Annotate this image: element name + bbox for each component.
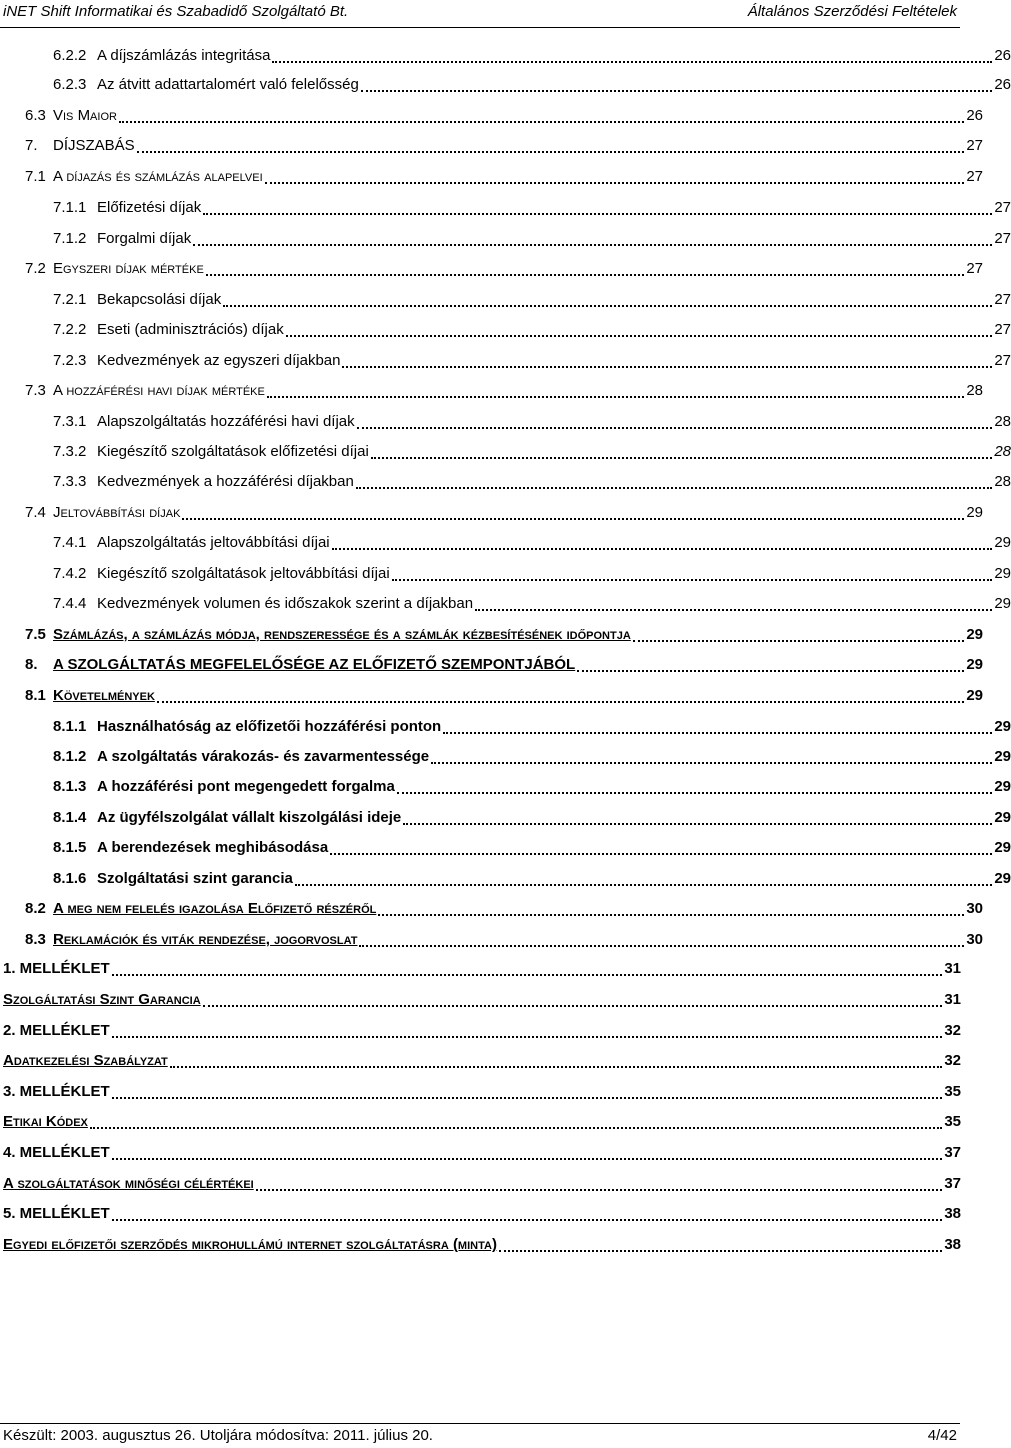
toc-entry-title: DÍJSZABÁS — [53, 137, 135, 154]
toc-entry-title: Kiegészítő szolgáltatások jeltovábbítási díjai — [97, 565, 390, 582]
toc-dot-leader — [286, 321, 993, 337]
toc-entry-title: Forgalmi díjak — [97, 230, 192, 247]
toc-dot-leader — [112, 1022, 943, 1038]
toc-entry[interactable] — [0, 289, 1011, 311]
toc-entry-page: 27 — [994, 199, 1011, 216]
toc-dot-leader — [272, 47, 992, 63]
toc-entry-page: 29 — [994, 778, 1011, 795]
toc-entry-title: Alapszolgáltatás hozzáférési havi díjak — [97, 413, 355, 430]
toc-entry-page: 29 — [966, 626, 983, 643]
toc-entry-number: 8. — [25, 656, 38, 673]
toc-entry[interactable] — [0, 411, 1011, 433]
toc-entry[interactable] — [0, 1081, 961, 1103]
toc-entry[interactable] — [0, 532, 1011, 554]
toc-entry-title: Kedvezmények a hozzáférési díjakban — [97, 473, 354, 490]
toc-entry[interactable] — [0, 45, 1011, 67]
toc-entry-title: Adatkezelési Szabályzat — [3, 1052, 168, 1069]
toc-entry[interactable] — [0, 350, 1011, 372]
toc-entry-number: 8.1.5 — [53, 839, 87, 856]
toc-entry-page: 31 — [944, 991, 961, 1008]
toc-entry-page: 27 — [994, 291, 1011, 308]
toc-entry-title: A szolgáltatások minőségi célértékei — [3, 1175, 254, 1192]
toc-dot-leader — [112, 1083, 943, 1099]
toc-entry-number: 7.1 — [25, 168, 46, 185]
toc-entry-title: Használhatóság az előfizetői hozzáférési ponton — [97, 718, 442, 735]
footer-dates: Készült: 2003. augusztus 26. Utoljára módosítva: 2011. július 20. — [3, 1427, 433, 1444]
toc-entry-title: Az átvitt adattartalomért való felelősség — [97, 76, 359, 93]
toc-entry-number: 7.4 — [25, 504, 46, 521]
toc-entry-title: Vis Maior — [53, 107, 117, 124]
toc-dot-leader — [157, 687, 964, 703]
header-document-title: Általános Szerződési Feltételek — [747, 3, 957, 20]
toc-dot-leader — [223, 291, 992, 307]
toc-dot-leader — [193, 230, 992, 246]
toc-dot-leader — [112, 1205, 943, 1221]
toc-entry-page: 27 — [966, 137, 983, 154]
toc-entry[interactable] — [0, 898, 983, 920]
toc-entry[interactable] — [0, 868, 1011, 890]
toc-entry-title: Számlázás, a számlázás módja, rendszeressége és a számlák kézbesítésének időpontja — [53, 626, 631, 643]
toc-entry-page: 27 — [994, 352, 1011, 369]
toc-entry-title: Reklamációk és viták rendezése, jogorvoslat — [53, 931, 358, 948]
toc-entry-page: 26 — [966, 107, 983, 124]
toc-entry-number: 7.5 — [25, 626, 46, 643]
toc-entry-number: 7.3.3 — [53, 473, 87, 490]
toc-dot-leader — [203, 199, 992, 215]
toc-dot-leader — [633, 626, 965, 642]
toc-entry-page: 28 — [994, 413, 1011, 430]
toc-entry[interactable] — [0, 380, 983, 402]
toc-dot-leader — [431, 748, 992, 764]
toc-entry-number: 7.4.2 — [53, 565, 87, 582]
toc-entry[interactable] — [0, 776, 1011, 798]
toc-dot-leader — [397, 778, 992, 794]
toc-dot-leader — [90, 1113, 942, 1129]
toc-entry[interactable] — [0, 1020, 961, 1042]
toc-dot-leader — [332, 534, 993, 550]
toc-entry-number: 7.1.2 — [53, 230, 87, 247]
toc-entry[interactable] — [0, 105, 983, 127]
toc-entry-title: 4. MELLÉKLET — [3, 1144, 110, 1161]
toc-entry-title: Eseti (adminisztrációs) díjak — [97, 321, 284, 338]
toc-dot-leader — [265, 168, 965, 184]
toc-entry-page: 29 — [994, 718, 1011, 735]
toc-entry-number: 8.1.2 — [53, 748, 87, 765]
toc-entry-number: 8.1 — [25, 687, 46, 704]
toc-entry-number: 8.1.4 — [53, 809, 87, 826]
toc-dot-leader — [256, 1175, 943, 1191]
toc-entry[interactable] — [0, 716, 1011, 738]
toc-entry-title: A meg nem felelés igazolása Előfizető részéről — [53, 900, 377, 917]
toc-entry-page: 27 — [966, 260, 983, 277]
toc-dot-leader — [361, 76, 993, 92]
toc-entry[interactable] — [0, 593, 1011, 615]
toc-entry-page: 35 — [944, 1083, 961, 1100]
toc-entry-page: 29 — [994, 809, 1011, 826]
toc-entry[interactable] — [0, 563, 1011, 585]
toc-dot-leader — [403, 809, 992, 825]
toc-entry[interactable] — [0, 135, 983, 157]
toc-dot-leader — [170, 1052, 943, 1068]
toc-entry-title: 2. MELLÉKLET — [3, 1022, 110, 1039]
toc-entry-page: 30 — [966, 900, 983, 917]
toc-dot-leader — [119, 107, 964, 123]
toc-entry-page: 29 — [994, 534, 1011, 551]
toc-entry-page: 38 — [944, 1205, 961, 1222]
toc-entry[interactable] — [0, 197, 1011, 219]
toc-entry-title: Egyedi előfizetői szerződés mikrohullámú internet szolgáltatásra (minta) — [3, 1236, 497, 1253]
toc-entry-number: 7. — [25, 137, 38, 154]
toc-dot-leader — [206, 260, 965, 276]
toc-entry[interactable] — [0, 166, 983, 188]
toc-dot-leader — [112, 1144, 943, 1160]
toc-entry[interactable] — [0, 837, 1011, 859]
toc-entry-page: 31 — [944, 960, 961, 977]
toc-entry-page: 32 — [944, 1052, 961, 1069]
toc-entry-page: 27 — [966, 168, 983, 185]
toc-entry-page: 29 — [994, 870, 1011, 887]
toc-entry-page: 28 — [994, 473, 1011, 490]
toc-entry-title: Kedvezmények az egyszeri díjakban — [97, 352, 341, 369]
toc-entry-page: 38 — [944, 1236, 961, 1253]
toc-entry-title: Kiegészítő szolgáltatások előfizetési díjai — [97, 443, 369, 460]
toc-dot-leader — [356, 473, 992, 489]
toc-entry-number: 8.2 — [25, 900, 46, 917]
toc-entry[interactable] — [0, 1173, 961, 1195]
toc-entry-page: 37 — [944, 1175, 961, 1192]
toc-entry-page: 29 — [994, 748, 1011, 765]
toc-entry-title: Szolgáltatási Szint Garancia — [3, 991, 201, 1008]
toc-entry-number: 7.4.4 — [53, 595, 87, 612]
toc-entry-title: 5. MELLÉKLET — [3, 1205, 110, 1222]
toc-entry[interactable] — [0, 502, 983, 524]
toc-entry-page: 29 — [966, 504, 983, 521]
toc-entry-page: 28 — [994, 443, 1011, 460]
toc-dot-leader — [182, 504, 964, 520]
toc-dot-leader — [378, 900, 964, 916]
toc-entry-title: Szolgáltatási szint garancia — [97, 870, 293, 887]
toc-entry-number: 7.2.1 — [53, 291, 87, 308]
toc-entry-page: 29 — [966, 687, 983, 704]
toc-entry-number: 8.3 — [25, 931, 46, 948]
toc-entry-page: 27 — [994, 230, 1011, 247]
toc-entry-title: A SZOLGÁLTATÁS MEGFELELŐSÉGE AZ ELŐFIZETŐ SZEMPONTJÁBÓL — [53, 656, 576, 673]
toc-entry-page: 26 — [994, 76, 1011, 93]
toc-dot-leader — [295, 870, 992, 886]
toc-entry-number: 6.3 — [25, 107, 46, 124]
toc-entry-page: 26 — [994, 47, 1011, 64]
toc-entry-title: Jeltovábbítási díjak — [53, 504, 181, 521]
toc-entry[interactable] — [0, 1111, 961, 1133]
toc-dot-leader — [371, 443, 992, 459]
toc-entry-page: 29 — [994, 595, 1011, 612]
toc-entry[interactable] — [0, 1203, 961, 1225]
toc-entry-page: 27 — [994, 321, 1011, 338]
toc-dot-leader — [577, 656, 964, 672]
toc-entry-number: 7.2 — [25, 260, 46, 277]
toc-entry-page: 29 — [994, 839, 1011, 856]
toc-entry[interactable] — [0, 1142, 961, 1164]
page-footer — [0, 1426, 960, 1448]
toc-entry-title: Az ügyfélszolgálat vállalt kiszolgálási ideje — [97, 809, 402, 826]
toc-entry[interactable] — [0, 624, 983, 646]
toc-dot-leader — [342, 352, 992, 368]
toc-dot-leader — [357, 413, 993, 429]
toc-entry-title: A hozzáférési pont megengedett forgalma — [97, 778, 395, 795]
header-divider — [0, 27, 960, 28]
toc-entry-page: 35 — [944, 1113, 961, 1130]
toc-entry-number: 7.1.1 — [53, 199, 87, 216]
toc-entry-page: 29 — [994, 565, 1011, 582]
toc-entry-number: 8.1.3 — [53, 778, 87, 795]
toc-entry-title: 1. MELLÉKLET — [3, 960, 110, 977]
toc-entry[interactable] — [0, 1234, 961, 1256]
toc-entry-title: Előfizetési díjak — [97, 199, 202, 216]
footer-page-number: 4/42 — [927, 1427, 957, 1444]
toc-entry-number: 7.2.2 — [53, 321, 87, 338]
toc-entry[interactable] — [0, 471, 1011, 493]
toc-entry-number: 6.2.3 — [53, 76, 87, 93]
toc-entry-page: 30 — [966, 931, 983, 948]
header-company-name: iNET Shift Informatikai és Szabadidő Szolgáltató Bt. — [3, 3, 349, 20]
toc-dot-leader — [475, 595, 992, 611]
footer-divider — [0, 1423, 960, 1424]
toc-entry-title: A szolgáltatás várakozás- és zavarmentessége — [97, 748, 430, 765]
toc-entry-number: 8.1.1 — [53, 718, 87, 735]
page-header — [0, 0, 960, 30]
toc-entry[interactable] — [0, 654, 983, 676]
toc-entry[interactable] — [0, 989, 961, 1011]
toc-entry-page: 29 — [966, 656, 983, 673]
toc-entry[interactable] — [0, 1050, 961, 1072]
toc-dot-leader — [443, 718, 992, 734]
toc-entry-title: Bekapcsolási díjak — [97, 291, 222, 308]
toc-entry[interactable] — [0, 685, 983, 707]
toc-entry-title: Egyszeri díjak mértéke — [53, 260, 204, 277]
toc-dot-leader — [392, 565, 993, 581]
toc-entry-number: 8.1.6 — [53, 870, 87, 887]
toc-entry-title: 3. MELLÉKLET — [3, 1083, 110, 1100]
toc-entry-title: Etikai Kódex — [3, 1113, 88, 1130]
toc-entry[interactable] — [0, 746, 1011, 768]
toc-entry[interactable] — [0, 258, 983, 280]
toc-entry-title: Kedvezmények volumen és időszakok szerint a díjakban — [97, 595, 474, 612]
toc-entry-title: Követelmények — [53, 687, 155, 704]
toc-entry[interactable] — [0, 228, 1011, 250]
toc-entry-title: A díjazás és számlázás alapelvei — [53, 168, 263, 185]
toc-entry[interactable] — [0, 929, 983, 951]
toc-dot-leader — [499, 1236, 942, 1252]
toc-dot-leader — [112, 960, 943, 976]
toc-entry[interactable] — [0, 74, 1011, 96]
toc-dot-leader — [359, 931, 964, 947]
toc-entry[interactable] — [0, 807, 1011, 829]
toc-entry-number: 7.4.1 — [53, 534, 87, 551]
toc-entry-page: 37 — [944, 1144, 961, 1161]
toc-entry-title: A berendezések meghibásodása — [97, 839, 329, 856]
toc-entry-number: 7.3.1 — [53, 413, 87, 430]
toc-entry-page: 32 — [944, 1022, 961, 1039]
toc-dot-leader — [267, 382, 964, 398]
toc-dot-leader — [137, 137, 965, 153]
toc-dot-leader — [203, 991, 943, 1007]
toc-entry-title: A díjszámlázás integritása — [97, 47, 271, 64]
toc-entry-number: 7.2.3 — [53, 352, 87, 369]
toc-entry-title: Alapszolgáltatás jeltovábbítási díjai — [97, 534, 330, 551]
toc-entry-number: 7.3 — [25, 382, 46, 399]
toc-entry-page: 28 — [966, 382, 983, 399]
toc-entry[interactable] — [0, 441, 1011, 463]
toc-entry-number: 7.3.2 — [53, 443, 87, 460]
toc-entry[interactable] — [0, 958, 961, 980]
toc-dot-leader — [330, 839, 992, 855]
toc-entry-number: 6.2.2 — [53, 47, 87, 64]
toc-entry-title: A hozzáférési havi díjak mértéke — [53, 382, 265, 399]
toc-entry[interactable] — [0, 319, 1011, 341]
